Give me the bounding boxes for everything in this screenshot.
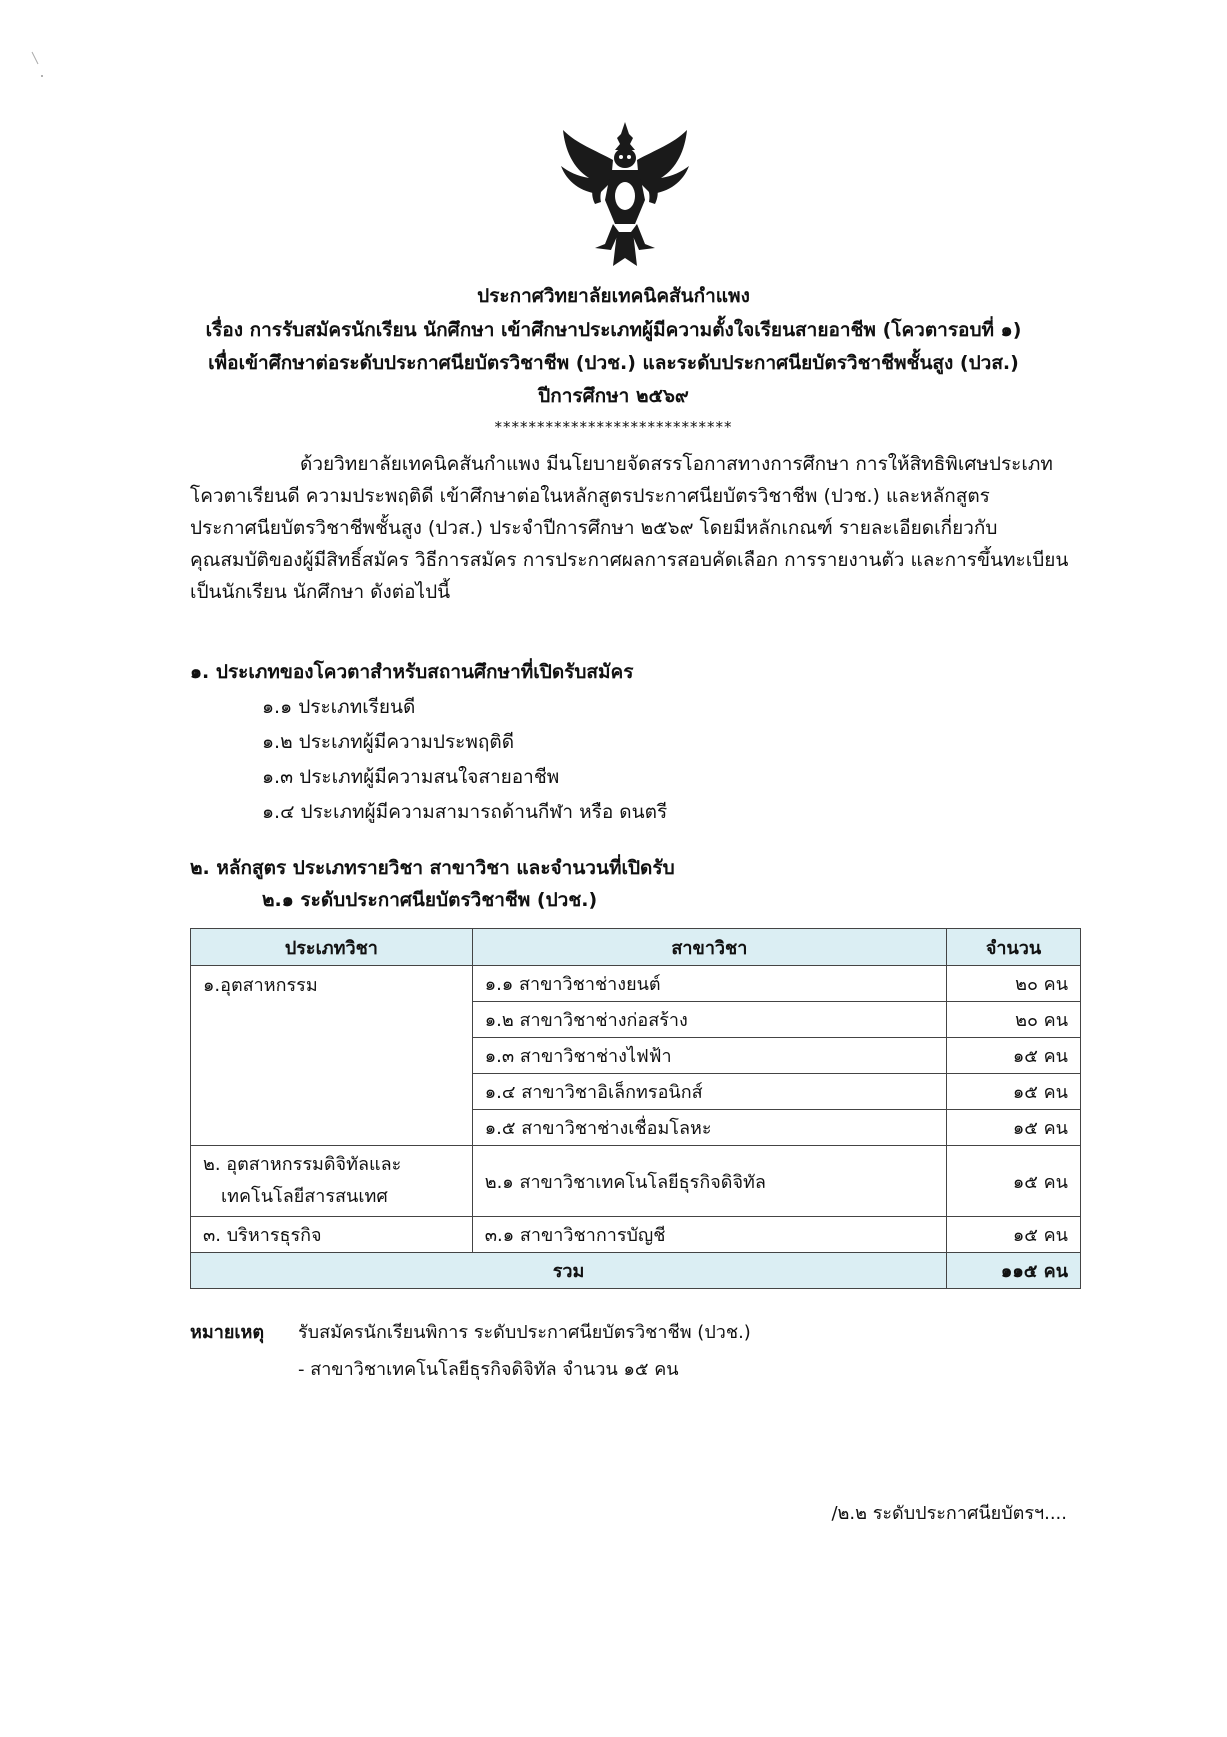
quota-type-item: ๑.๒ ประเภทผู้มีความประพฤติดี bbox=[262, 731, 515, 753]
note-line-2: - สาขาวิชาเทคโนโลยีธุรกิจดิจิทัล จำนวน ๑๕ คน bbox=[298, 1359, 679, 1380]
major-cell: ๑.๓ สาขาวิชาช่างไฟฟ้า bbox=[472, 1038, 946, 1074]
table-total-row bbox=[191, 1253, 1081, 1289]
table-header-row bbox=[191, 929, 1081, 966]
category-cell: ๑.อุตสาหกรรม bbox=[191, 966, 473, 1146]
star-divider: **************************** bbox=[494, 418, 733, 436]
count-cell: ๑๕ คน bbox=[947, 1110, 1081, 1146]
scan-speck-marks bbox=[30, 50, 50, 80]
column-header-major: สาขาวิชา bbox=[472, 929, 946, 966]
major-cell: ๑.๑ สาขาวิชาช่างยนต์ bbox=[472, 966, 946, 1002]
intro-line: คุณสมบัติของผู้มีสิทธิ์สมัคร วิธีการสมัคร การประกาศผลการสอบคัดเลือก การรายงานตัว และการขึ้นทะเบียน bbox=[190, 549, 1069, 571]
table-row bbox=[191, 1217, 1081, 1253]
quota-type-item: ๑.๓ ประเภทผู้มีความสนใจสายอาชีพ bbox=[262, 766, 560, 788]
major-cell: ๑.๔ สาขาวิชาอิเล็กทรอนิกส์ bbox=[472, 1074, 946, 1110]
count-cell: ๒๐ คน bbox=[947, 966, 1081, 1002]
intro-paragraph bbox=[190, 448, 1085, 608]
section-2-1-heading: ๒.๑ ระดับประกาศนียบัตรวิชาชีพ (ปวช.) bbox=[262, 889, 598, 911]
subject-line-1: เรื่อง การรับสมัครนักเรียน นักศึกษา เข้าศึกษาประเภทผู้มีความตั้งใจเรียนสายอาชีพ (โควตารอบที่ ๑) bbox=[205, 319, 1022, 341]
section-1-heading: ๑. ประเภทของโควตาสำหรับสถานศึกษาที่เปิดรับสมัคร bbox=[190, 661, 634, 683]
intro-line: ประกาศนียบัตรวิชาชีพชั้นสูง (ปวส.) ประจำปีการศึกษา ๒๕๖๙ โดยมีหลักเกณฑ์ รายละเอียดเกี่ยวกับ bbox=[190, 517, 998, 539]
total-label-cell: รวม bbox=[191, 1253, 947, 1289]
garuda-emblem-icon bbox=[555, 120, 695, 270]
category-cell bbox=[191, 1146, 473, 1217]
announcement-title: ประกาศวิทยาลัยเทคนิคสันกำแพง bbox=[477, 285, 750, 307]
note-line-1: รับสมัครนักเรียนพิการ ระดับประกาศนียบัตรวิชาชีพ (ปวช.) bbox=[298, 1322, 751, 1343]
continuation-marker: /๒.๒ ระดับประกาศนียบัตรฯ.... bbox=[831, 1503, 1067, 1524]
intro-line: เป็นนักเรียน นักศึกษา ดังต่อไปนี้ bbox=[190, 581, 451, 603]
column-header-category: ประเภทวิชา bbox=[191, 929, 473, 966]
academic-year-line: ปีการศึกษา ๒๕๖๙ bbox=[538, 385, 689, 407]
category-cell: ๓. บริหารธุรกิจ bbox=[191, 1217, 473, 1253]
major-cell: ๑.๒ สาขาวิชาช่างก่อสร้าง bbox=[472, 1002, 946, 1038]
category-line: ๒. อุตสาหกรรมดิจิทัลและ bbox=[203, 1154, 402, 1175]
count-cell: ๑๕ คน bbox=[947, 1038, 1081, 1074]
major-cell: ๑.๕ สาขาวิชาช่างเชื่อมโลหะ bbox=[472, 1110, 946, 1146]
count-cell: ๑๕ คน bbox=[947, 1074, 1081, 1110]
quota-type-item: ๑.๑ ประเภทเรียนดี bbox=[262, 696, 416, 718]
section-2-heading: ๒. หลักสูตร ประเภทรายวิชา สาขาวิชา และจำนวนที่เปิดรับ bbox=[190, 857, 675, 879]
major-cell: ๒.๑ สาขาวิชาเทคโนโลยีธุรกิจดิจิทัล bbox=[472, 1146, 946, 1217]
major-cell: ๓.๑ สาขาวิชาการบัญชี bbox=[472, 1217, 946, 1253]
count-cell: ๑๕ คน bbox=[947, 1217, 1081, 1253]
intro-line: ด้วยวิทยาลัยเทคนิคสันกำแพง มีนโยบายจัดสรรโอกาสทางการศึกษา การให้สิทธิพิเศษประเภท bbox=[300, 453, 1053, 475]
table-row bbox=[191, 1146, 1081, 1217]
subject-line-2: เพื่อเข้าศึกษาต่อระดับประกาศนียบัตรวิชาชีพ (ปวช.) และระดับประกาศนียบัตรวิชาชีพชั้นสูง (ปวส.) bbox=[208, 352, 1019, 374]
count-cell: ๒๐ คน bbox=[947, 1002, 1081, 1038]
column-header-count: จำนวน bbox=[947, 929, 1081, 966]
count-cell: ๑๕ คน bbox=[947, 1146, 1081, 1217]
note-label: หมายเหตุ bbox=[190, 1322, 265, 1343]
table-row bbox=[191, 966, 1081, 1002]
total-count-cell: ๑๑๕ คน bbox=[947, 1253, 1081, 1289]
quota-type-item: ๑.๔ ประเภทผู้มีความสามารถด้านกีฬา หรือ ดนตรี bbox=[262, 801, 668, 823]
category-line: เทคโนโลยีสารสนเทศ bbox=[221, 1186, 388, 1207]
intro-line: โควตาเรียนดี ความประพฤติดี เข้าศึกษาต่อในหลักสูตรประกาศนียบัตรวิชาชีพ (ปวช.) และหลักสูตร bbox=[190, 485, 990, 507]
enrollment-quota-table bbox=[190, 928, 1081, 1289]
